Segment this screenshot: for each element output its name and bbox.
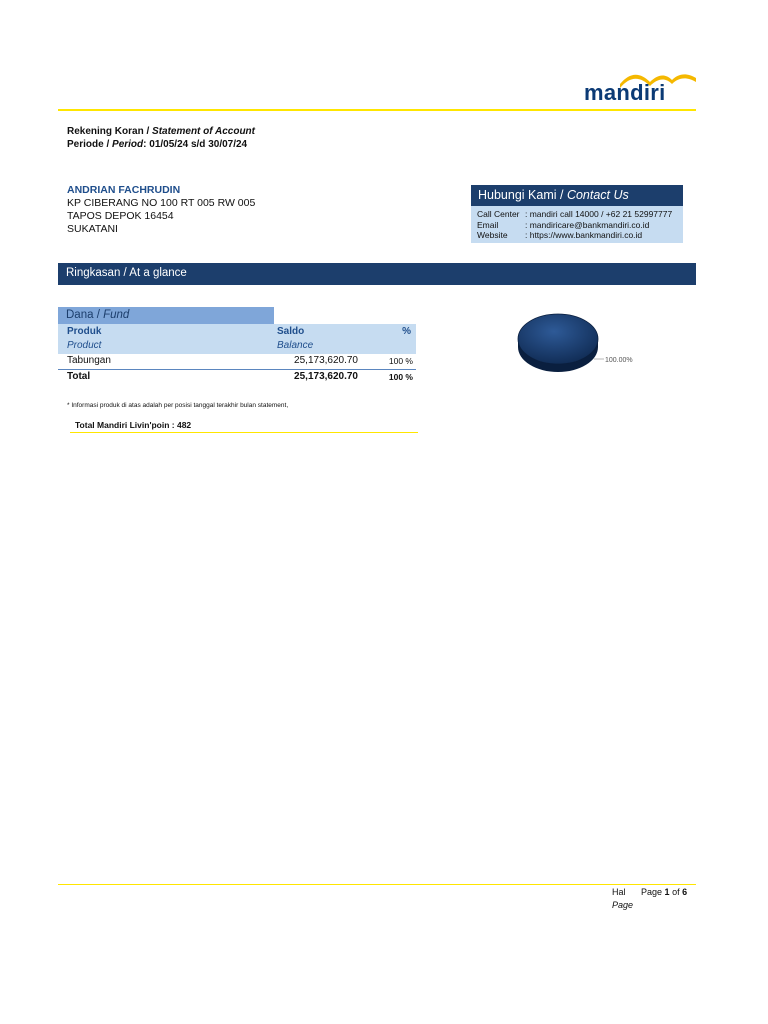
glance-section-bar: Ringkasan / At a glance bbox=[58, 263, 696, 285]
contact-title-en: Contact Us bbox=[566, 188, 629, 202]
fund-table-header bbox=[58, 324, 416, 354]
col-balance-header-en: Balance bbox=[277, 340, 314, 351]
total-balance: 25,173,620.70 bbox=[294, 371, 358, 382]
period-label-en: Period bbox=[112, 139, 144, 150]
table-total-row bbox=[58, 370, 416, 385]
mandiri-logo bbox=[584, 70, 696, 106]
contact-label: Email bbox=[477, 219, 499, 230]
contact-rows bbox=[471, 206, 683, 241]
col-product-header-en: Product bbox=[67, 340, 102, 351]
fund-title: Dana / Fund bbox=[58, 307, 274, 324]
contact-value: : mandiri call 14000 / +62 21 52997777 bbox=[525, 209, 673, 219]
period-label-id: Periode bbox=[67, 139, 104, 150]
col-product-header: Produk bbox=[67, 326, 102, 337]
contact-title: Hubungi Kami / Contact Us bbox=[471, 185, 683, 206]
customer-address-line: SUKATANI bbox=[67, 223, 118, 235]
page-label: Page bbox=[641, 887, 663, 897]
logo-text: mandiri bbox=[584, 80, 666, 105]
contact-value[interactable]: : https://www.bankmandiri.co.id bbox=[525, 230, 643, 240]
contact-row-email bbox=[477, 220, 683, 231]
statement-title-id: Rekening Koran bbox=[67, 126, 144, 137]
fund-title-id: Dana bbox=[66, 309, 94, 321]
pie-slice bbox=[518, 314, 598, 364]
customer-address-line: KP CIBERANG NO 100 RT 005 RW 005 bbox=[67, 197, 256, 209]
page-of: of bbox=[672, 887, 680, 897]
statement-heading: Rekening Koran / Statement of Account Periode / Period: 01/05/24 s/d 30/07/24 bbox=[67, 126, 255, 150]
livin-poin-total: Total Mandiri Livin'poin : 482 bbox=[75, 420, 192, 430]
period-value: : 01/05/24 s/d 30/07/24 bbox=[143, 139, 248, 150]
footer-divider bbox=[58, 884, 696, 885]
fund-title-en: Fund bbox=[103, 309, 130, 321]
product-info-note: * Informasi produk di atas adalah per posisi tanggal terakhir bulan statement, bbox=[67, 402, 289, 409]
customer-name: ANDRIAN FACHRUDIN bbox=[67, 184, 181, 196]
contact-row-call-center bbox=[477, 209, 683, 220]
col-pct-header: % bbox=[402, 326, 411, 337]
header-divider bbox=[58, 109, 696, 111]
total-label: Total bbox=[67, 371, 91, 382]
footer-hal-id: Hal bbox=[612, 887, 626, 897]
contact-label: Website bbox=[477, 230, 508, 240]
row-balance: 25,173,620.70 bbox=[294, 355, 358, 366]
footer-hal-en: Page bbox=[612, 900, 634, 910]
customer-address-line: TAPOS DEPOK 16454 bbox=[67, 210, 174, 222]
table-row bbox=[58, 354, 416, 369]
statement-title-en: Statement of Account bbox=[152, 126, 255, 137]
fund-pie-chart bbox=[514, 305, 650, 385]
fund-table bbox=[58, 307, 416, 385]
contact-value[interactable]: : mandiricare@bankmandiri.co.id bbox=[525, 219, 650, 230]
customer-block bbox=[67, 184, 255, 236]
poin-underline bbox=[70, 432, 418, 433]
page-current: 1 bbox=[664, 887, 670, 897]
contact-box bbox=[471, 185, 683, 243]
row-pct: 100 % bbox=[388, 356, 413, 366]
contact-title-id: Hubungi Kami bbox=[478, 188, 557, 202]
page-indicator bbox=[641, 886, 687, 899]
footer-hal bbox=[612, 886, 633, 912]
page-total: 6 bbox=[682, 887, 688, 897]
col-balance-header: Saldo bbox=[277, 326, 305, 337]
total-pct: 100 % bbox=[388, 372, 413, 382]
pie-data-label: 100.00% bbox=[605, 357, 633, 364]
contact-label: Call Center bbox=[477, 209, 520, 219]
row-product: Tabungan bbox=[67, 355, 111, 366]
contact-row-website bbox=[477, 230, 683, 241]
